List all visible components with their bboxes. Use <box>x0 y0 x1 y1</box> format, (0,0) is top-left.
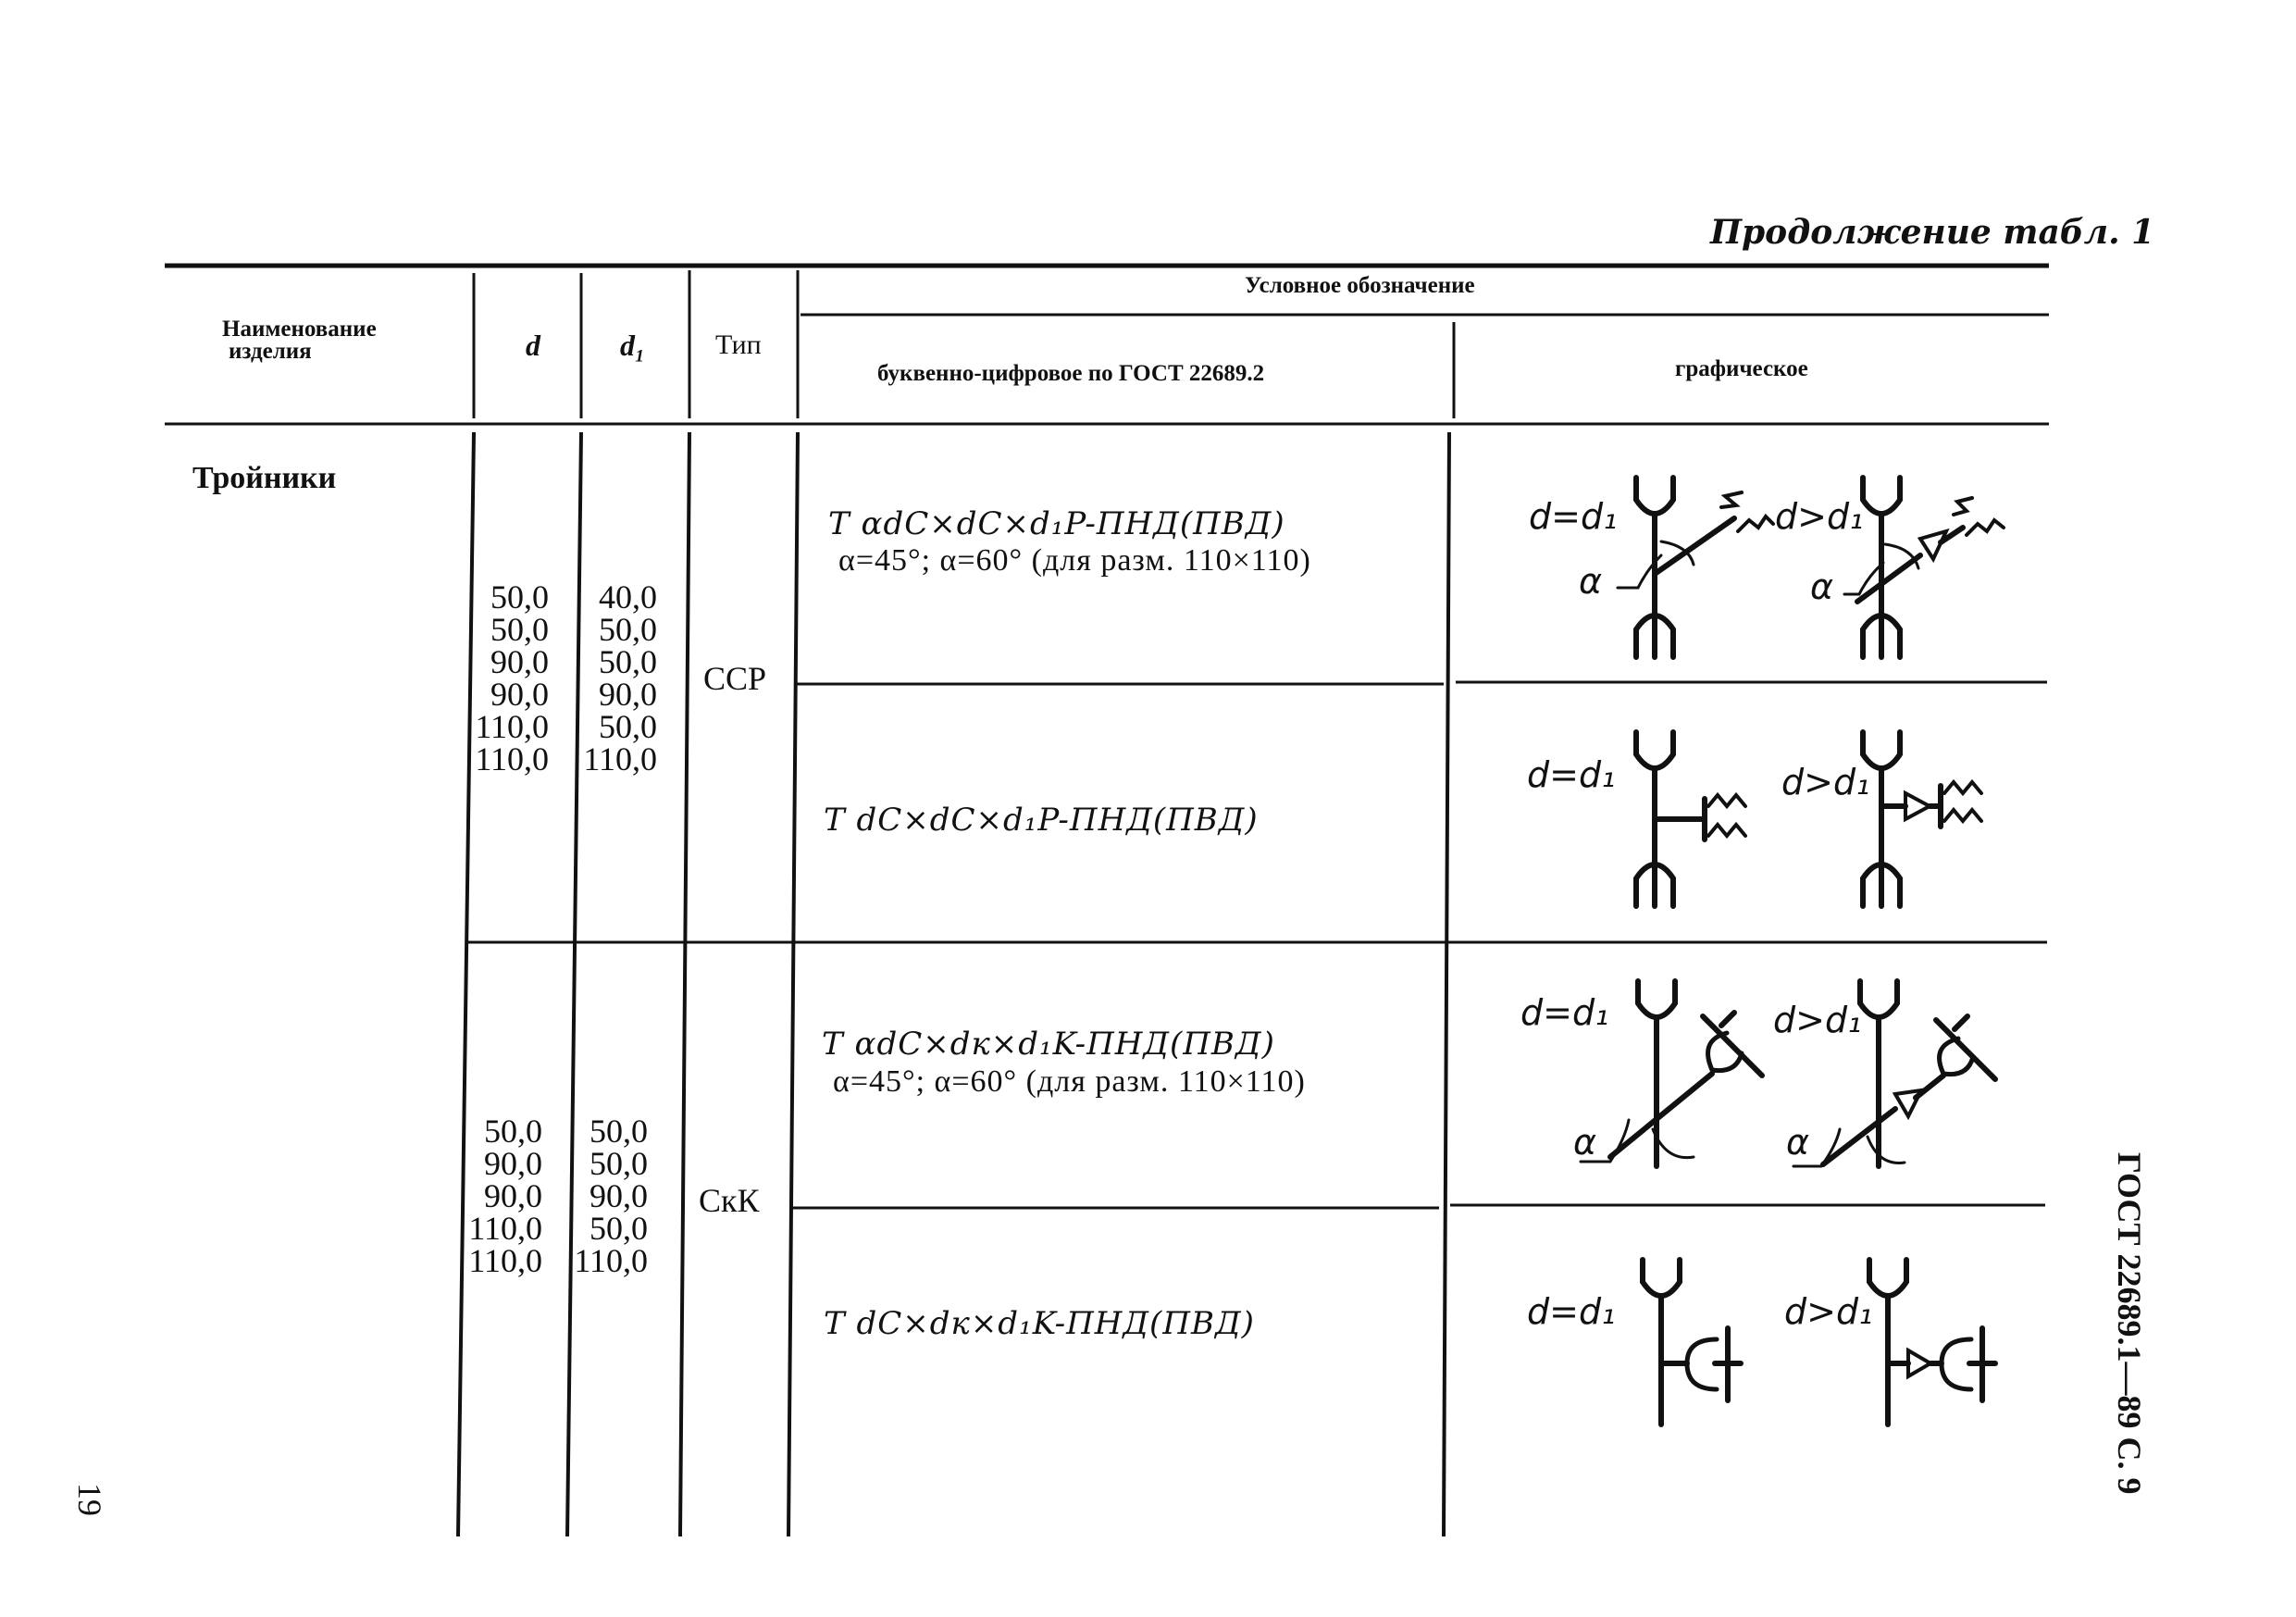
header-name-line-2: изделия <box>229 339 312 364</box>
group-2-type: СкК <box>699 1182 760 1219</box>
weld-tee-equal-symbol <box>1610 727 1805 912</box>
group-2-row-2-designation: Т dC×dк×d₁K-ПНД(ПВД) <box>824 1305 1255 1342</box>
group-1-row-2-designation: Т dC×dC×d₁P-ПНД(ПВД) <box>824 802 1259 839</box>
group-1-d1-values: 40,0 50,0 50,0 90,0 50,0 110,0 <box>583 578 657 777</box>
group-1-d-values: 50,0 50,0 90,0 90,0 110,0 110,0 <box>475 578 549 777</box>
g2r1-sym-left-alpha: α <box>1573 1122 1597 1163</box>
page-number: 19 <box>71 1483 108 1516</box>
g2r1-sym-right-alpha: α <box>1786 1122 1810 1163</box>
socket-tee-equal-symbol <box>1624 1254 1809 1430</box>
table-caption: Продолжение табл. 1 <box>1710 213 2155 252</box>
group-2-row-1-note: α=45°; α=60° (для разм. 110×110) <box>833 1064 1306 1099</box>
header-graphic: графическое <box>1675 356 1808 381</box>
g1r1-sym-left-label: d=d₁ <box>1529 496 1618 537</box>
weld-tee-reducing-symbol <box>1837 727 2031 912</box>
g1r1-sym-right-alpha: α <box>1810 566 1834 607</box>
group-2-d-values: 50,0 90,0 90,0 110,0 110,0 <box>468 1113 542 1279</box>
header-type: Тип <box>715 330 762 360</box>
side-standard-label: ГОСТ 22689.1—89 С. 9 <box>2111 1152 2148 1495</box>
header-d: d <box>526 329 540 362</box>
g1r2-sym-right-label: d>d₁ <box>1781 762 1870 802</box>
g2r1-sym-right-label: d>d₁ <box>1773 1000 1862 1040</box>
socket-tee-reducing-symbol <box>1851 1254 2036 1430</box>
header-alnum: буквенно-цифровое по ГОСТ 22689.2 <box>877 361 1265 386</box>
g1r2-sym-left-label: d=d₁ <box>1527 754 1616 795</box>
group-1-type: ССР <box>703 660 767 697</box>
angled-socket-tee-reducing-symbol <box>1786 972 2008 1175</box>
g1r1-sym-right-label: d>d₁ <box>1775 496 1864 537</box>
group-2-row-1-designation: Т αdC×dк×d₁K-ПНД(ПВД) <box>822 1026 1275 1063</box>
angled-weld-tee-equal-symbol <box>1610 472 1805 666</box>
angled-socket-tee-equal-symbol <box>1573 972 1786 1175</box>
g2r2-sym-right-label: d>d₁ <box>1784 1291 1873 1332</box>
header-designation: Условное обозначение <box>1245 273 1475 298</box>
product-name: Тройники <box>192 461 337 495</box>
group-2-d1-values: 50,0 50,0 90,0 50,0 110,0 <box>574 1113 648 1279</box>
group-1-row-1-note: α=45°; α=60° (для разм. 110×110) <box>838 543 1311 578</box>
g1r1-sym-left-alpha: α <box>1579 561 1603 602</box>
g2r2-sym-left-label: d=d₁ <box>1527 1291 1616 1332</box>
angled-weld-tee-reducing-symbol <box>1837 472 2031 666</box>
header-name-line-1: Наименование <box>222 317 377 342</box>
header-d1: d₁ <box>620 329 646 362</box>
g2r1-sym-left-label: d=d₁ <box>1520 992 1609 1033</box>
group-1-row-1-designation: Т αdC×dC×d₁P-ПНД(ПВД) <box>828 505 1285 542</box>
